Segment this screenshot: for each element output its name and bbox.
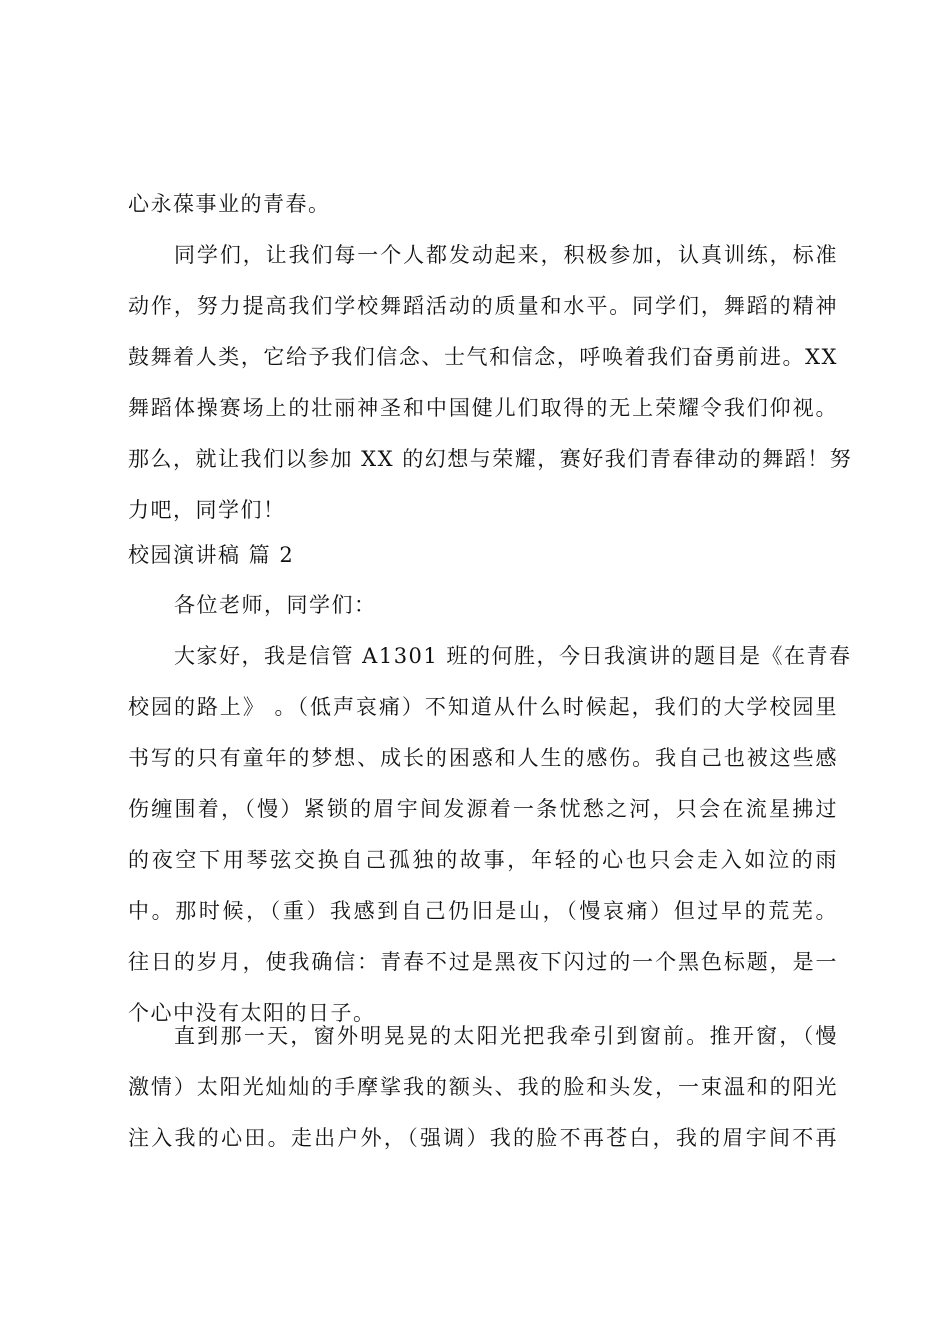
text-line: 同学们，让我们每一个人都发动起来，积极参加，认真训练，标准	[174, 243, 838, 267]
text-line: 那么，就让我们以参加 XX 的幻想与荣耀，赛好我们青春律动的舞蹈！努	[128, 447, 853, 471]
text-line: 心永葆事业的青春。	[128, 192, 331, 216]
paragraph-classmates	[128, 230, 853, 536]
section-heading: 校园演讲稿 篇 2	[128, 543, 295, 567]
text-line: 直到那一天，窗外明晃晃的太阳光把我牵引到窗前。推开窗，（慢	[174, 1024, 838, 1048]
text-line: 中。那时候，（重）我感到自己仍旧是山，（慢哀痛）但过早的荒芜。	[128, 899, 838, 923]
text-line: 校园的路上》 。（低声哀痛）不知道从什么时候起，我们的大学校园里	[128, 695, 838, 719]
text-line: 往日的岁月，使我确信：青春不过是黑夜下闪过的一个黑色标题，是一	[128, 950, 838, 974]
text-line: 注入我的心田。走出户外，（强调）我的脸不再苍白，我的眉宇间不再	[128, 1126, 838, 1150]
text-line: 大家好，我是信管 A1301 班的何胜，今日我演讲的题目是《在青春	[174, 644, 852, 668]
text-line: 鼓舞着人类，它给予我们信念、士气和信念，呼唤着我们奋勇前进。XX	[128, 345, 838, 369]
text-line: 舞蹈体操赛场上的壮丽神圣和中国健儿们取得的无上荣耀令我们仰视。	[128, 396, 838, 420]
text-line: 动作，努力提高我们学校舞蹈活动的质量和水平。同学们，舞蹈的精神	[128, 294, 838, 318]
paragraph-continuation	[128, 179, 838, 230]
section-heading-block	[128, 530, 838, 581]
text-line: 激情）太阳光灿灿的手摩挲我的额头、我的脸和头发，一束温和的阳光	[128, 1075, 838, 1099]
text-line: 力吧，同学们！	[128, 498, 286, 522]
text-line: 个心中没有太阳的日子。	[128, 1001, 376, 1025]
paragraph-sunlight	[128, 1011, 838, 1164]
paragraph-intro	[128, 631, 852, 1039]
text-line: 书写的只有童年的梦想、成长的困惑和人生的感伤。我自己也被这些感	[128, 746, 838, 770]
greeting-block	[128, 580, 838, 631]
greeting: 各位老师，同学们：	[174, 593, 377, 617]
text-line: 伤缠围着，（慢）紧锁的眉宇间发源着一条忧愁之河，只会在流星拂过	[128, 797, 838, 821]
text-line: 的夜空下用琴弦交换自己孤独的故事，年轻的心也只会走入如泣的雨	[128, 848, 838, 872]
